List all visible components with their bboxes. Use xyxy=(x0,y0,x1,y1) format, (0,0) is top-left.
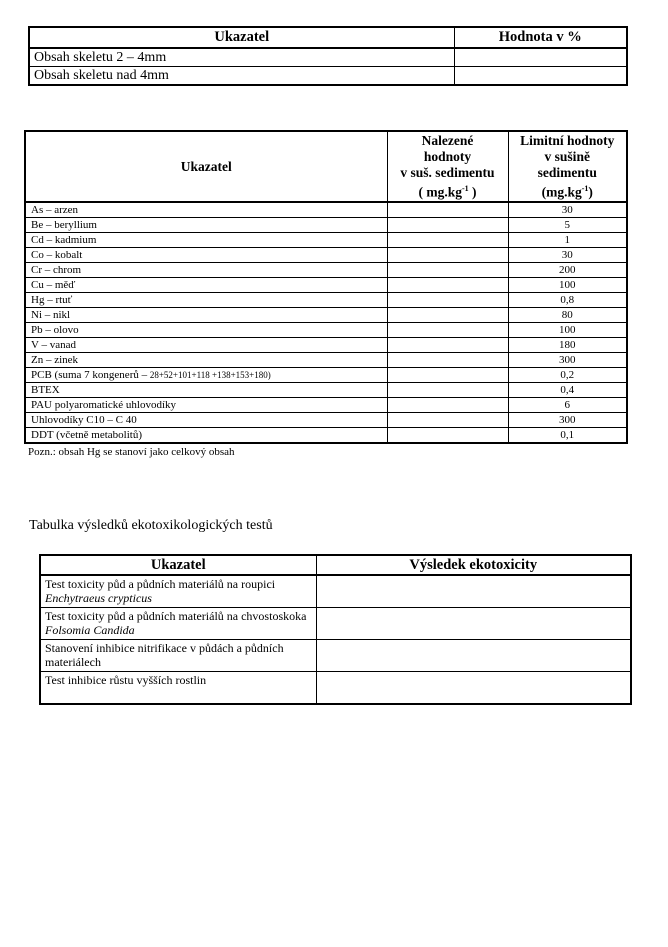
header-line: ( mg.kg xyxy=(418,184,462,200)
table-row xyxy=(25,368,627,383)
column-header: Ukazatel xyxy=(40,555,316,575)
table-row xyxy=(25,353,627,368)
sediment-limits-table xyxy=(24,130,628,444)
header-line: hodnoty xyxy=(423,148,472,164)
column-header: Ukazatel xyxy=(29,27,454,48)
test-name: Test inhibice růstu vyšších rostlin xyxy=(45,673,207,687)
header-line: v suš. sedimentu xyxy=(400,164,495,180)
table-header-row xyxy=(40,555,631,575)
column-header-found xyxy=(387,131,508,202)
value-cell[interactable] xyxy=(454,48,627,67)
table-row xyxy=(25,308,627,323)
header-line: sedimentu xyxy=(537,164,597,180)
indicator-name: Ni – nikl xyxy=(31,309,71,321)
table-row xyxy=(25,248,627,263)
indicator-cell xyxy=(25,428,387,444)
indicator-name: DDT (včetně metabolitů) xyxy=(31,429,142,441)
table-row xyxy=(25,428,627,444)
indicator-cell xyxy=(25,308,387,323)
column-header: Výsledek ekotoxicity xyxy=(316,555,631,575)
limit-value-cell: 100 xyxy=(508,278,627,293)
indicator-name: Hg – rtuť xyxy=(31,294,73,306)
indicator-cell xyxy=(25,323,387,338)
header-line: ) xyxy=(468,184,477,200)
indicator-cell xyxy=(25,383,387,398)
limit-value-cell: 0,4 xyxy=(508,383,627,398)
found-value-cell[interactable] xyxy=(387,353,508,368)
test-name: Test toxicity půd a půdních materiálů na chvostoskoka xyxy=(45,609,307,623)
found-value-cell[interactable] xyxy=(387,233,508,248)
table-row xyxy=(40,672,631,705)
result-cell[interactable] xyxy=(316,672,631,705)
table-row xyxy=(25,202,627,218)
limit-value-cell: 0,2 xyxy=(508,368,627,383)
indicator-cell xyxy=(25,338,387,353)
limit-value-cell: 300 xyxy=(508,413,627,428)
result-cell[interactable] xyxy=(316,608,631,640)
found-value-cell[interactable] xyxy=(387,308,508,323)
skeleton-table xyxy=(28,26,628,86)
indicator-cell xyxy=(25,248,387,263)
limit-value-cell: 300 xyxy=(508,353,627,368)
column-header-limit xyxy=(508,131,627,202)
found-value-cell[interactable] xyxy=(387,338,508,353)
found-value-cell[interactable] xyxy=(387,278,508,293)
superscript: -1 xyxy=(461,183,469,193)
limit-value-cell: 80 xyxy=(508,308,627,323)
indicator-cell xyxy=(25,293,387,308)
found-value-cell[interactable] xyxy=(387,248,508,263)
indicator-cell xyxy=(25,218,387,233)
indicator-name: Pb – olovo xyxy=(31,324,79,336)
table-row xyxy=(25,338,627,353)
limit-value-cell: 30 xyxy=(508,248,627,263)
found-value-cell[interactable] xyxy=(387,293,508,308)
indicator-name: PCB (suma 7 kongenerů – xyxy=(31,369,150,381)
found-value-cell[interactable] xyxy=(387,398,508,413)
congener-list: 28+52+101+118 +138+153+180) xyxy=(149,370,271,380)
found-value-cell[interactable] xyxy=(387,413,508,428)
indicator-cell xyxy=(25,353,387,368)
table-row xyxy=(25,218,627,233)
test-name-cell xyxy=(40,575,316,608)
table-row xyxy=(40,575,631,608)
indicator-name: As – arzen xyxy=(31,204,79,216)
indicator-cell: Obsah skeletu nad 4mm xyxy=(29,67,454,86)
test-name: Test toxicity půd a půdních materiálů na roupici xyxy=(45,577,276,591)
ecotoxicity-table xyxy=(39,554,632,705)
indicator-cell xyxy=(25,413,387,428)
indicator-name: Uhlovodíky C10 – C 40 xyxy=(31,414,137,426)
indicator-cell xyxy=(25,202,387,218)
found-value-cell[interactable] xyxy=(387,218,508,233)
table-row xyxy=(29,67,627,86)
table-row xyxy=(29,48,627,67)
found-value-cell[interactable] xyxy=(387,202,508,218)
header-line: v sušině xyxy=(544,148,590,164)
header-line: Nalezené xyxy=(421,132,474,148)
test-name: Stanovení inhibice nitrifikace v půdách a půdních materiálech xyxy=(45,641,284,669)
result-cell[interactable] xyxy=(316,575,631,608)
table-note: Pozn.: obsah Hg se stanoví jako celkový obsah xyxy=(28,446,235,458)
indicator-name: Be – beryllium xyxy=(31,219,97,231)
species-name: Folsomia Candida xyxy=(45,623,135,637)
indicator-name: Zn – zinek xyxy=(31,354,79,366)
indicator-name: Cu – měď xyxy=(31,279,76,291)
table-header-row xyxy=(29,27,627,48)
indicator-cell xyxy=(25,398,387,413)
table-row xyxy=(25,413,627,428)
limit-value-cell: 0,1 xyxy=(508,428,627,444)
table-row xyxy=(40,608,631,640)
table-body xyxy=(40,575,631,704)
table-row xyxy=(40,640,631,672)
table-body xyxy=(25,202,627,443)
table-row xyxy=(25,398,627,413)
value-cell[interactable] xyxy=(454,67,627,86)
found-value-cell[interactable] xyxy=(387,263,508,278)
indicator-cell xyxy=(25,278,387,293)
result-cell[interactable] xyxy=(316,640,631,672)
indicator-name: PAU polyaromatické uhlovodíky xyxy=(31,399,177,411)
table-row xyxy=(25,233,627,248)
limit-value-cell: 0,8 xyxy=(508,293,627,308)
column-header: Hodnota v % xyxy=(454,27,627,48)
section-title: Tabulka výsledků ekotoxikologických testů xyxy=(29,518,273,533)
test-name-cell xyxy=(40,608,316,640)
table-row xyxy=(25,278,627,293)
table-row xyxy=(25,323,627,338)
limit-value-cell: 200 xyxy=(508,263,627,278)
test-name-cell xyxy=(40,672,316,705)
table-row xyxy=(25,293,627,308)
indicator-cell xyxy=(25,368,387,383)
table-header-row xyxy=(25,131,627,202)
header-line: (mg.kg xyxy=(541,184,582,200)
limit-value-cell: 180 xyxy=(508,338,627,353)
limit-value-cell: 6 xyxy=(508,398,627,413)
indicator-cell: Obsah skeletu 2 – 4mm xyxy=(29,48,454,67)
limit-value-cell: 1 xyxy=(508,233,627,248)
table-row xyxy=(25,263,627,278)
header-line: ) xyxy=(588,184,593,200)
indicator-name: Cr – chrom xyxy=(31,264,82,276)
limit-value-cell: 100 xyxy=(508,323,627,338)
indicator-name: Cd – kadmium xyxy=(31,234,97,246)
indicator-cell xyxy=(25,233,387,248)
limit-value-cell: 30 xyxy=(508,202,627,218)
limit-value-cell: 5 xyxy=(508,218,627,233)
table-row xyxy=(25,383,627,398)
indicator-cell xyxy=(25,263,387,278)
found-value-cell[interactable] xyxy=(387,368,508,383)
indicator-name: V – vanad xyxy=(31,339,77,351)
indicator-name: BTEX xyxy=(31,384,60,396)
found-value-cell[interactable] xyxy=(387,383,508,398)
indicator-name: Co – kobalt xyxy=(31,249,83,261)
superscript: -1 xyxy=(581,183,589,193)
test-name-cell xyxy=(40,640,316,672)
found-value-cell[interactable] xyxy=(387,323,508,338)
header-line: Limitní hodnoty xyxy=(520,132,615,148)
species-name: Enchytraeus crypticus xyxy=(45,591,152,605)
column-header-indicator: Ukazatel xyxy=(25,131,387,202)
found-value-cell[interactable] xyxy=(387,428,508,444)
